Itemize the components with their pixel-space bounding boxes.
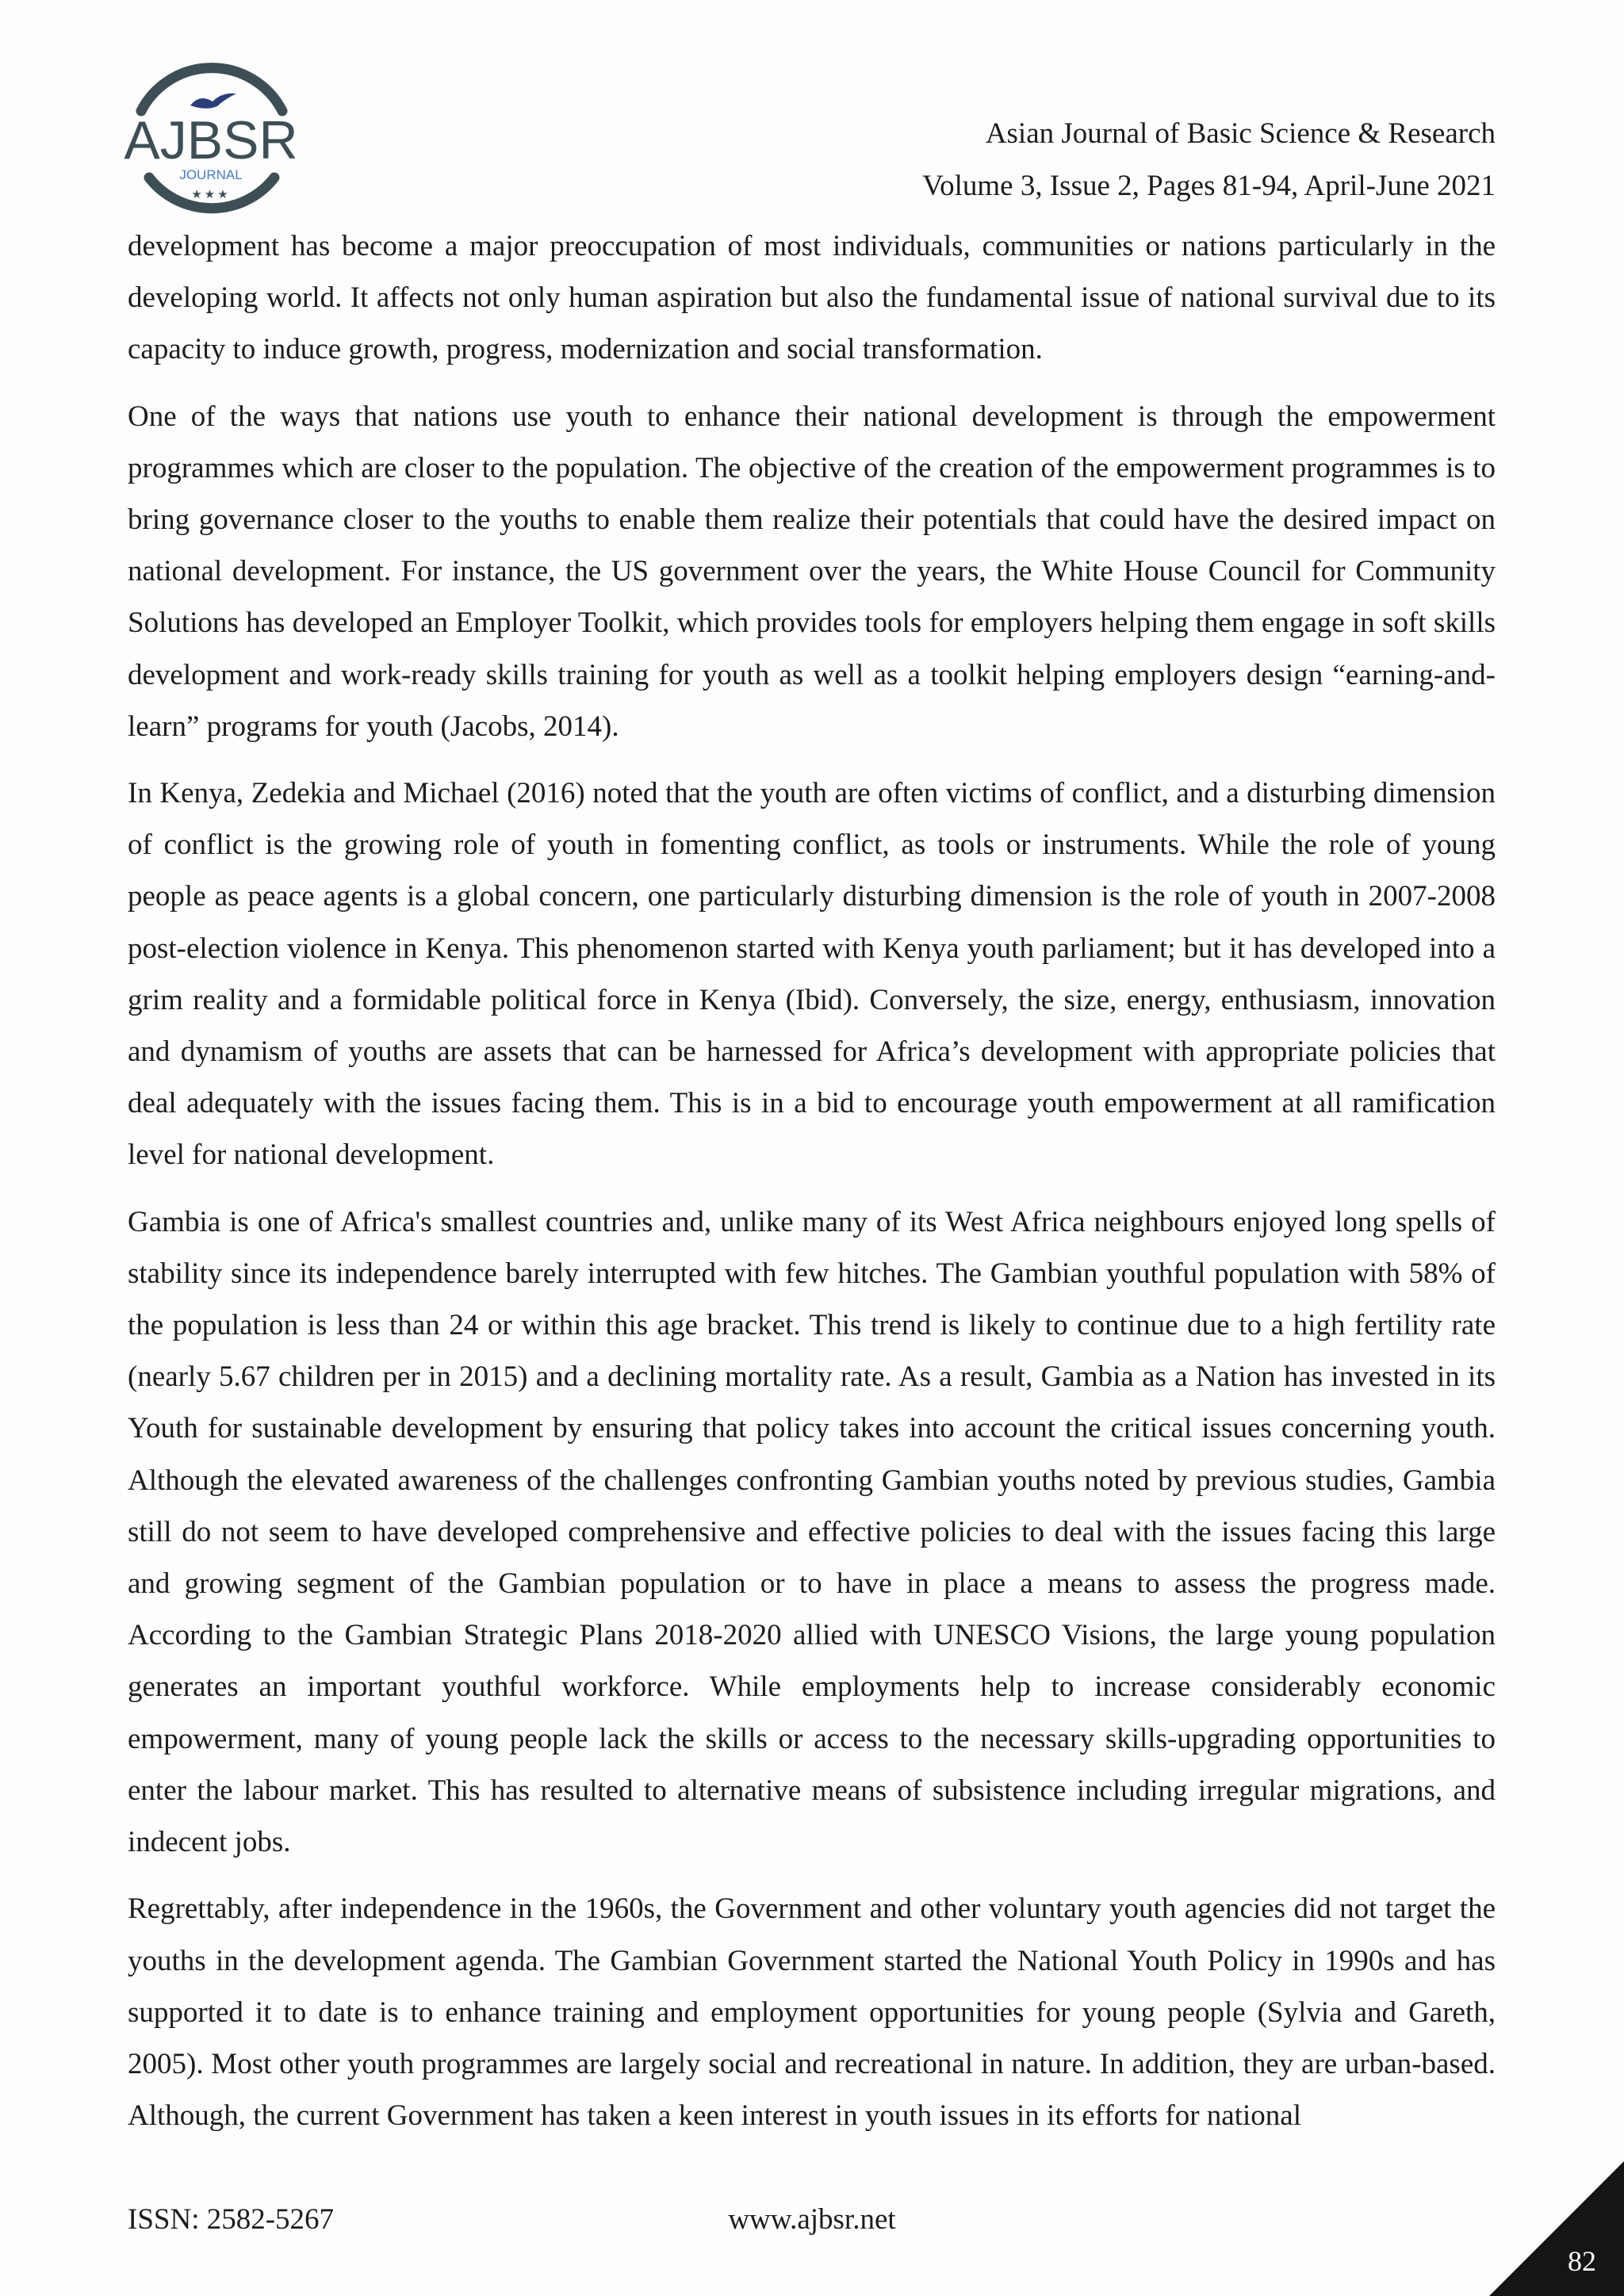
paragraph: development has become a major preoccupation of most individuals, communities or nations particularly in the developing world. It affects not only human aspiration but also the fundamental issue of national survival due to its capacity to induce growth, progress, modernization and social transformation. — [128, 230, 1496, 366]
bird-icon — [190, 94, 236, 109]
page-corner-triangle — [1489, 2161, 1624, 2296]
page-number: 82 — [1568, 2245, 1596, 2277]
journal-name: Asian Journal of Basic Science & Research — [985, 117, 1496, 150]
footer-website: www.ajbsr.net — [728, 2203, 896, 2236]
logo-stars: ★★★ — [191, 187, 231, 201]
journal-header — [922, 108, 1496, 212]
paragraph: Gambia is one of Africa's smallest countries and, unlike many of its West Africa neighbours enjoyed long spells of stability since its independence barely interrupted with few hitches. The Gambian youthful population with 58% of the population is less than 24 or within this age bracket. This trend is likely to continue due to a high fertility rate (nearly 5.67 children per in 2015) and a declining mortality rate. As a result, Gambia as a Nation has invested in its Youth for sustainable development by ensuring that policy takes into account the critical issues concerning youth. Although the elevated awareness of the challenges confronting Gambian youths noted by previous studies, Gambia still do not seem to have developed comprehensive and effective policies to deal with the issues facing this large and growing segment of the Gambian population or to have in place a means to assess the progress made. According to the Gambian Strategic Plans 2018-2020 allied with UNESCO Visions, the large young population generates an important youthful workforce. While employments help to increase considerably economic empowerment, many of young people lack the skills or access to the necessary skills-upgrading opportunities to enter the labour market. This has resulted to alternative means of subsistence including irregular migrations, and indecent jobs. — [128, 1205, 1496, 1859]
paragraph: Regrettably, after independence in the 1960s, the Government and other voluntary youth agencies did not target the youths in the development agenda. The Gambian Government started the National Youth Policy in 1990s and has supported it to date is to enhance training and employment opportunities for young people (Sylvia and Gareth, 2005). Most other youth programmes are largely social and recreational in nature. In addition, they are urban-based. Although, the current Government has taken a keen interest in youth issues in its efforts for national — [128, 1892, 1496, 2133]
footer-issn: ISSN: 2582-5267 — [128, 2203, 335, 2236]
issue-info: Volume 3, Issue 2, Pages 81-94, April-June 2021 — [922, 170, 1496, 202]
paragraph: In Kenya, Zedekia and Michael (2016) noted that the youth are often victims of conflict, and a disturbing dimension of conflict is the growing role of youth in fomenting conflict, as tools or instruments. While the role of young people as peace agents is a global concern, one particularly disturbing dimension is the role of youth in 2007-2008 post-election violence in Kenya. This phenomenon started with Kenya youth parliament; but it has developed into a grim reality and a formidable political force in Kenya (Ibid). Conversely, the size, energy, enthusiasm, innovation and dynamism of youths are assets that can be harnessed for Africa’s development with appropriate policies that deal adequately with the issues facing them. This is in a bid to encourage youth empowerment at all ramification level for national development. — [128, 777, 1496, 1172]
article-body — [128, 220, 1496, 2156]
logo-text: AJBSR — [124, 110, 298, 170]
logo-subtext: JOURNAL — [179, 167, 243, 182]
ajbsr-logo-graphic — [117, 62, 304, 220]
journal-logo — [117, 62, 304, 220]
paragraph: One of the ways that nations use youth to enhance their national development is through the empowerment programmes which are closer to the population. The objective of the creation of the empowerment programmes is to bring governance closer to the youths to enable them realize their potentials that could have the desired impact on national development. For instance, the US government over the years, the White House Council for Community Solutions has developed an Employer Toolkit, which provides tools for employers helping them engage in soft skills development and work-ready skills training for youth as well as a toolkit helping employers design “earning-and-learn” programs for youth (Jacobs, 2014). — [128, 400, 1496, 743]
